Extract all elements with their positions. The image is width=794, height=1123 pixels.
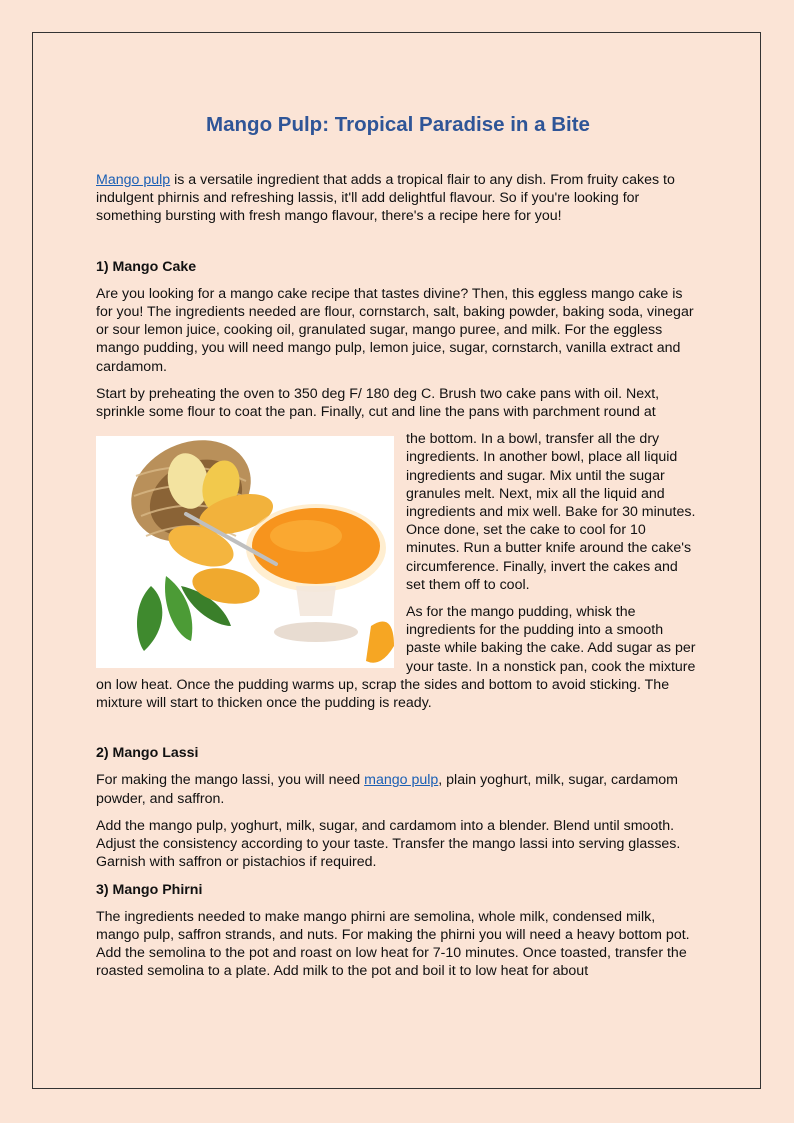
lassi-text-after-link: , plain yoghurt, milk, sugar, cardamom powder, and saffron. bbox=[96, 772, 678, 807]
page-title: Mango Pulp: Tropical Paradise in a Bite bbox=[206, 113, 590, 136]
intro-text: is a versatile ingredient that adds a tropical flair to any dish. From fruity cakes to indulgent phirnis and refreshing lassis, it'll add delightful flavour. So if you're looking for something bursting with fresh mango flavour, there's a recipe here for you! bbox=[96, 172, 675, 225]
lassi-paragraph-ingredients bbox=[96, 771, 700, 807]
cake-paragraph-method-continued: the bottom. In a bowl, transfer all the dry ingredients. In another bowl, place all liquid ingredients and sugar. Mix until the sugar granules melt. Next, mix all the liquid and ingredients and mix well. Bake for 30 minutes. Once done, set the cake to cool for 10 minutes. Run a butter knife around the cake's circumference. Finally, invert the cakes and set them off to cool. bbox=[406, 431, 696, 593]
mango-illustration bbox=[96, 436, 394, 668]
lassi-paragraph-method: Add the mango pulp, yoghurt, milk, sugar, and cardamom into a blender. Blend until smooth. Adjust the consistency according to your taste. Transfer the mango lassi into serving glasses. Garnish with saffron or pistachios if required. bbox=[96, 817, 681, 871]
phirni-paragraph: The ingredients needed to make mango phirni are semolina, whole milk, condensed milk, mango pulp, saffron strands, and nuts. For making the phirni you will need a heavy bottom pot. Add the semolina to the pot and roast on low heat for 7-10 minutes. Once toasted, transfer the roasted semolina to a plate. Add milk to the pot and boil it to low heat for about bbox=[96, 908, 690, 980]
section-heading-mango-cake: 1) Mango Cake bbox=[96, 258, 197, 275]
lassi-text-before-link: For making the mango lassi, you will need bbox=[96, 772, 365, 789]
cake-paragraph-pudding: As for the mango pudding, whisk the ingredients for the pudding into a smooth paste while baking the cake. Add sugar as per your taste. In a nonstick pan, cook the mixture on low heat. Once the pudding warms up, scrap the sides and bottom to avoid sticking. The mixture will start to thicken once the pudding is ready. bbox=[96, 604, 696, 712]
cake-paragraph-ingredients: Are you looking for a mango cake recipe that tastes divine? Then, this eggless mango cake is for you! The ingredients needed are flour, cornstarch, salt, baking powder, baking soda, vinegar or sour lemon juice, cooking oil, granulated sugar, mango puree, and milk. For the eggless mango pudding, you will need mango pulp, lemon juice, sugar, cornstarch, vanilla extract and cardamom. bbox=[96, 285, 694, 375]
cake-paragraph-method: Start by preheating the oven to 350 deg F/ 180 deg C. Brush two cake pans with oil. Next, sprinkle some flour to coat the pan. Finally, cut and line the pans with parchment round at bbox=[96, 385, 660, 421]
intro-paragraph bbox=[96, 171, 700, 226]
section-heading-mango-lassi: 2) Mango Lassi bbox=[96, 745, 199, 762]
mango-pulp-bowl-image bbox=[96, 436, 394, 668]
document-body bbox=[96, 112, 700, 990]
section-heading-mango-phirni: 3) Mango Phirni bbox=[96, 881, 203, 898]
mango-pulp-link-lassi[interactable]: mango pulp bbox=[364, 772, 439, 789]
mango-pulp-link[interactable]: Mango pulp bbox=[96, 172, 171, 188]
